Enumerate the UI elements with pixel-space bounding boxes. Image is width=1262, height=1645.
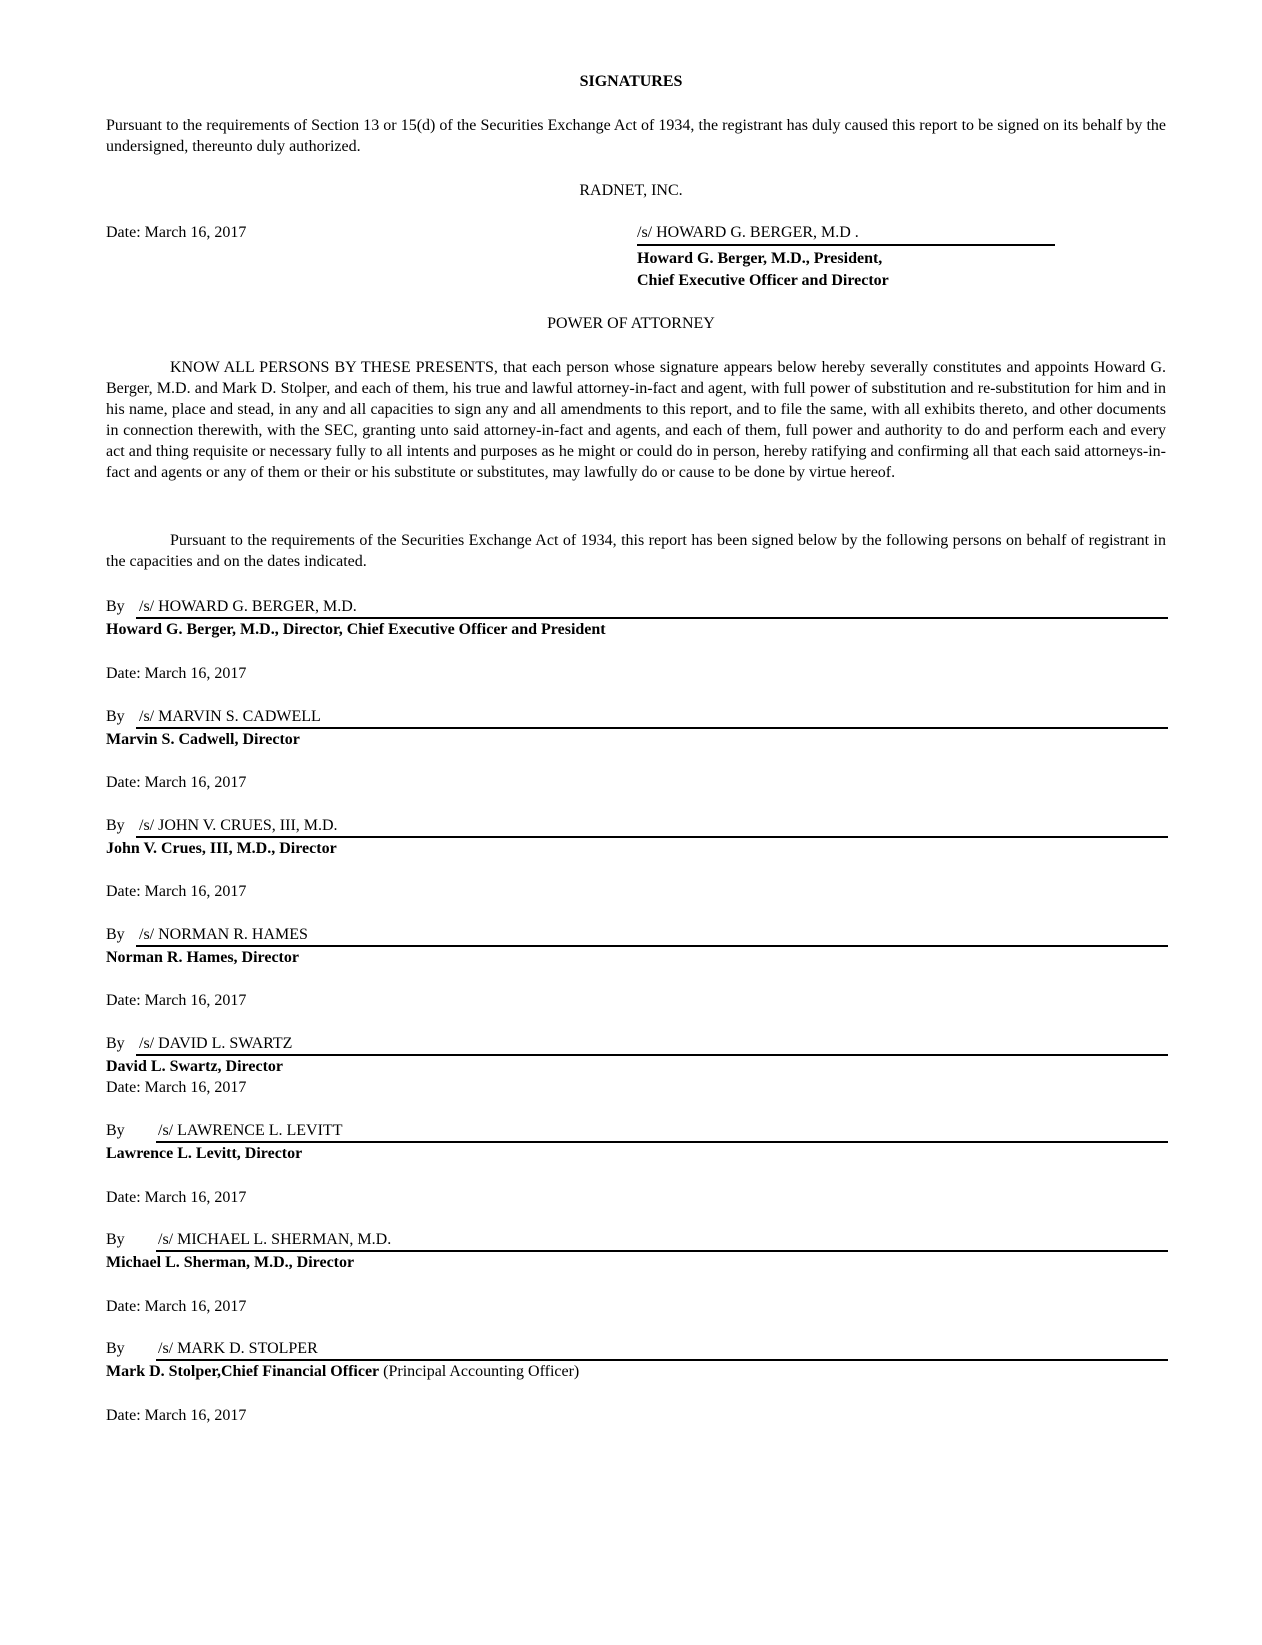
- registrant-signature-date: Date: March 16, 2017: [106, 224, 247, 241]
- registrant-signature: /s/ HOWARD G. BERGER, M.D .: [637, 224, 859, 241]
- signature-date: Date: March 16, 2017: [106, 1407, 247, 1424]
- intro-paragraph: Pursuant to the requirements of Section 13 or 15(d) of the Securities Exchange Act of 1934, the registrant has duly caused this report to be signed on its behalf by the undersigned, thereunto duly authorized.: [106, 117, 1166, 155]
- signer-name: Marvin S. Cadwell, Director: [106, 731, 300, 748]
- signature-date: Date: March 16, 2017: [106, 1189, 247, 1206]
- signature-text: /s/ MICHAEL L. SHERMAN, M.D.: [158, 1231, 392, 1248]
- signature-line: [136, 1054, 1168, 1056]
- signature-text: /s/ MARVIN S. CADWELL: [139, 708, 321, 725]
- by-label: By: [106, 817, 125, 834]
- signature-date: Date: March 16, 2017: [106, 992, 247, 1009]
- by-label: By: [106, 1231, 125, 1248]
- signer-name-block: [106, 1361, 579, 1382]
- by-label: By: [106, 1122, 125, 1139]
- signature-date: Date: March 16, 2017: [106, 1079, 247, 1096]
- by-label: By: [106, 1340, 125, 1357]
- signer-role-note: (Principal Accounting Officer): [379, 1363, 580, 1380]
- signature-date: Date: March 16, 2017: [106, 883, 247, 900]
- signature-line: [156, 1141, 1168, 1143]
- by-label: By: [106, 1035, 125, 1052]
- signer-name: Mark D. Stolper,Chief Financial Officer: [106, 1363, 380, 1380]
- page-title: SIGNATURES: [579, 73, 683, 90]
- signature-text: /s/ NORMAN R. HAMES: [139, 926, 308, 943]
- signer-name: Howard G. Berger, M.D., Director, Chief Executive Officer and President: [106, 621, 606, 638]
- signature-text: /s/ JOHN V. CRUES, III, M.D.: [139, 817, 338, 834]
- signer-name: Michael L. Sherman, M.D., Director: [106, 1254, 355, 1271]
- signature-text: /s/ MARK D. STOLPER: [158, 1340, 318, 1357]
- signer-name: Norman R. Hames, Director: [106, 949, 299, 966]
- signature-date: Date: March 16, 2017: [106, 665, 247, 682]
- signature-text: /s/ HOWARD G. BERGER, M.D.: [139, 598, 357, 615]
- by-label: By: [106, 708, 125, 725]
- poa-heading: POWER OF ATTORNEY: [547, 315, 715, 332]
- registrant-name: RADNET, INC.: [579, 182, 683, 199]
- signer-name: John V. Crues, III, M.D., Director: [106, 840, 337, 857]
- by-label: By: [106, 598, 125, 615]
- poa-paragraph: KNOW ALL PERSONS BY THESE PRESENTS, that each person whose signature appears below hereby severally constitutes and appoints Howard G. Berger, M.D. and Mark D. Stolper, and each of them, his true and lawful attorney-in-fact and agent, with full power of substitution and re-substitution for him and in his name, place and stead, in any and all capacities to sign any and all amendments to this report, and to file the same, with all exhibits thereto, and other documents in connection therewith, with the SEC, granting unto said attorney-in-fact and agents, and each of them, full power and authority to do and perform each and every act and thing requisite or necessary fully to all intents and purposes as he might or could do in person, hereby ratifying and confirming all that each said attorneys-in-fact and agents or any of them or their or his substitute or substitutes, may lawfully do or cause to be done by virtue hereof.: [106, 359, 1166, 481]
- signature-date: Date: March 16, 2017: [106, 774, 247, 791]
- signer-name: Lawrence L. Levitt, Director: [106, 1145, 303, 1162]
- registrant-signer-title: Chief Executive Officer and Director: [637, 272, 889, 289]
- signature-text: /s/ DAVID L. SWARTZ: [139, 1035, 293, 1052]
- signer-name: David L. Swartz, Director: [106, 1058, 283, 1075]
- registrant-signer-name: Howard G. Berger, M.D., President,: [637, 250, 883, 267]
- registrant-signature-line: [637, 244, 1055, 246]
- pursuant-paragraph: Pursuant to the requirements of the Securities Exchange Act of 1934, this report has been signed below by the following persons on behalf of registrant in the capacities and on the dates indicated.: [106, 532, 1166, 570]
- signature-text: /s/ LAWRENCE L. LEVITT: [158, 1122, 343, 1139]
- by-label: By: [106, 926, 125, 943]
- signature-date: Date: March 16, 2017: [106, 1298, 247, 1315]
